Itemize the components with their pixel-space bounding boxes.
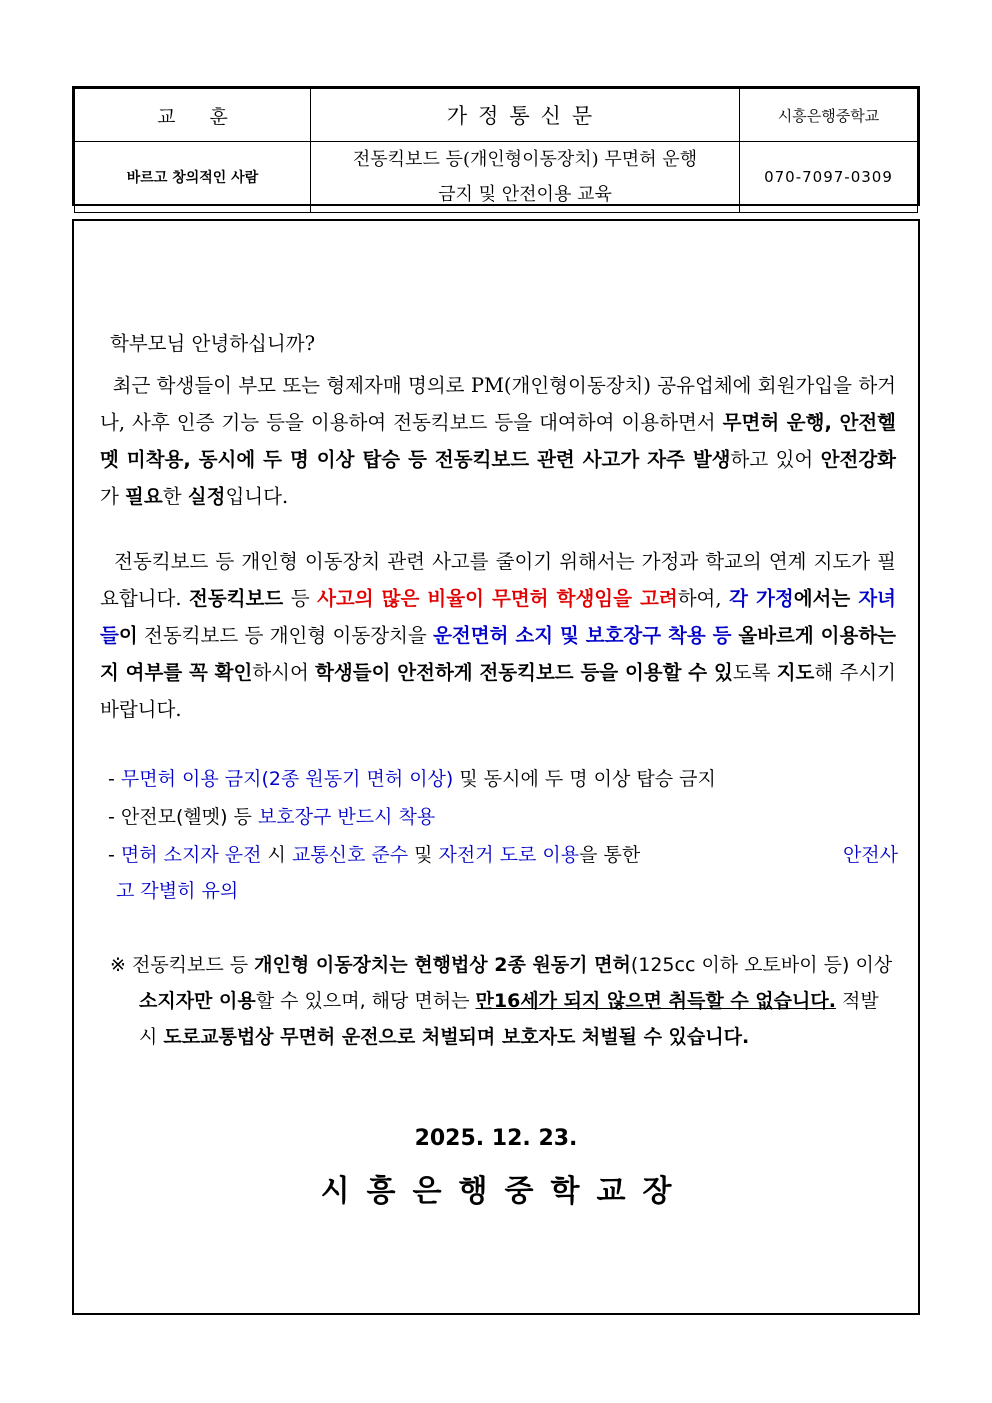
- bullet-blue-text: 안전사: [842, 844, 898, 866]
- note-bold: 개인형 이동장치는 현행법상 2종 원동기 면허: [254, 954, 631, 976]
- bullet-text: -: [108, 844, 121, 866]
- p1-bold: 무면허 운행, 안전헬멧 미착용, 동시에 두 명 이상 탑승 등 전동킥보드 관련 사고가 자주 발생: [100, 411, 896, 471]
- note-text: ※ 전동킥보드 등: [110, 954, 255, 976]
- bullet-item-3: [108, 837, 898, 874]
- p2-blue-emphasis: 각 가정: [729, 587, 794, 610]
- bullet-text: - 안전모(헬멧) 등: [108, 806, 258, 828]
- header-table: [72, 86, 920, 206]
- bullet-blue-text: 보호장구 반드시 착용: [257, 806, 436, 828]
- paragraph-1: [100, 367, 896, 515]
- bullet-blue-text: 고 각별히 유의: [116, 880, 239, 902]
- bullet-text: 및 동시에 두 명 이상 탑승 금지: [453, 768, 716, 790]
- p2-blue-emphasis: 자녀들: [100, 587, 896, 647]
- paragraph-2: [100, 543, 903, 728]
- bullet-item-2: [108, 799, 898, 836]
- note-text: 할 수 있으며, 해당 면허는: [255, 990, 476, 1012]
- bullet-item-1: [108, 761, 898, 798]
- note-underlined: 만16세가 되지 않으면 취득할 수 없습니다.: [475, 990, 836, 1012]
- p2-text: 해 주시기 바랍니다.: [100, 661, 903, 721]
- p1-text: 한: [162, 485, 188, 508]
- bullet-text: -: [108, 768, 121, 790]
- note-text: (125cc 이하 오토바이 등) 이상: [630, 954, 893, 976]
- p1-bold: 안전강화: [820, 448, 897, 471]
- bullet-blue-text: 교통신호 준수: [291, 844, 409, 866]
- motto-heading: 교 훈: [75, 89, 311, 142]
- phone-number: 070-7097-0309: [740, 142, 918, 213]
- principal-signature: 시흥은행중학교장: [320, 1174, 689, 1209]
- p1-text: 입니다.: [225, 485, 289, 508]
- greeting: 학부모님 안녕하십니까?: [110, 332, 316, 355]
- bullet-text: 을 통한: [579, 844, 641, 866]
- p2-text: 도록: [732, 661, 777, 684]
- p2-bold: 에서는: [793, 587, 859, 610]
- bullet-blue-text: 면허 소지자 운전: [120, 844, 262, 866]
- p2-bold: 전동킥보드: [189, 587, 284, 610]
- p1-text: 가: [100, 485, 126, 508]
- p1-bold: 실정: [187, 485, 226, 508]
- p1-text: 최근 학생들이 부모 또는 형제자매 명의로 PM(개인형이동장치) 공유업체에 회원가입을 하거나, 사후 인증 기능 등을 이용하여 전동킥보드 등을 대여하여 이용하면서: [100, 374, 896, 434]
- bullet-item-3-continued: [116, 873, 906, 910]
- p2-bold: 올바르게 이용하는지 여부를 꼭 확인: [100, 624, 897, 684]
- p2-text: 하여,: [677, 587, 730, 610]
- note-bold: 소지자만 이용: [139, 990, 256, 1012]
- document-title: 가정통신문: [311, 89, 740, 142]
- bullet-blue-text: 자전거 도로 이용: [438, 844, 580, 866]
- p1-bold: 필요: [125, 485, 163, 508]
- subject-cell: [311, 142, 740, 213]
- p2-text: 전동킥보드 등 개인형 이동장치 관련 사고를 줄이기 위해서는 가정과 학교의 연계 지도가 필요합니다.: [100, 550, 896, 610]
- p1-text: 하고 있어: [730, 448, 821, 471]
- p2-text: 등: [283, 587, 318, 610]
- note-bold: 도로교통법상 무면허 운전으로 처벌되며 보호자도 처벌될 수 있습니다.: [163, 1026, 750, 1048]
- letter-body: [72, 219, 920, 1315]
- legal-notice: [110, 947, 900, 1055]
- subject-line-2: 금지 및 안전이용 교육: [438, 184, 612, 205]
- school-motto: 바르고 창의적인 사람: [75, 142, 311, 213]
- bullet-text: 시: [261, 844, 292, 866]
- p2-bold: 학생들이 안전하게 전동킥보드 등을 이용할 수 있: [315, 661, 733, 684]
- p2-text: 전동킥보드 등 개인형 이동장치을: [137, 624, 434, 647]
- note-text: 적발 시: [139, 990, 879, 1048]
- p2-bold: 이: [118, 624, 138, 647]
- subject-line-1: 전동킥보드 등(개인형이동장치) 무면허 운행: [352, 149, 698, 170]
- issue-date: 2025. 12. 23.: [414, 1126, 578, 1151]
- bullet-text: 및: [408, 844, 439, 866]
- school-name: 시흥은행중학교: [740, 89, 918, 142]
- bullet-blue-text: 무면허 이용 금지(2종 원동기 면허 이상): [120, 768, 454, 790]
- p2-red-emphasis: 사고의 많은 비율이 무면허 학생임을 고려: [317, 587, 678, 610]
- p2-blue-emphasis: 운전면허 소지 및 보호장구 착용 등: [433, 624, 732, 647]
- p2-bold: 지도: [776, 661, 815, 684]
- p2-text: 하시어: [252, 661, 316, 684]
